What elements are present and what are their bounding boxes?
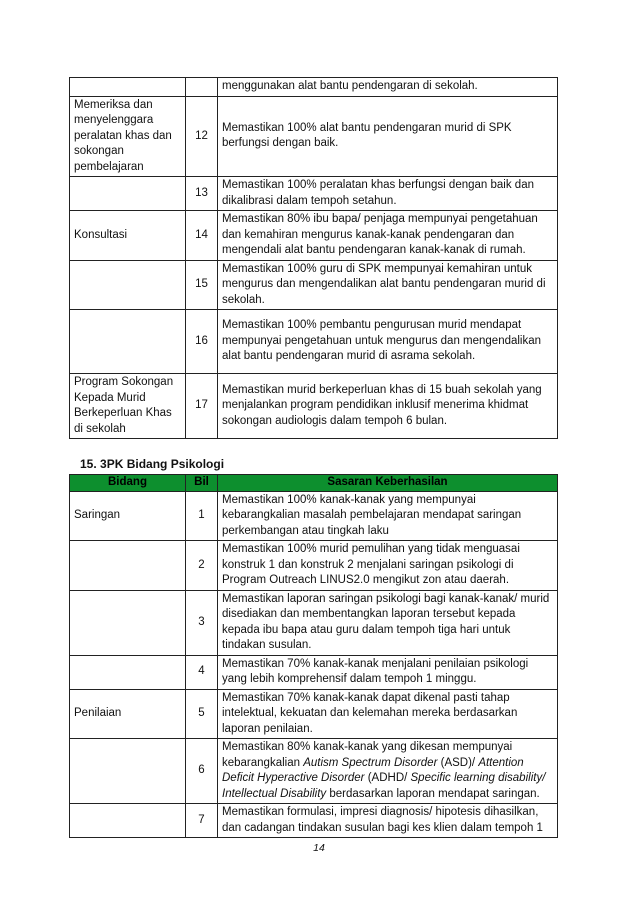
header-bidang: Bidang (70, 475, 186, 492)
sasaran-cell: Memastikan 100% murid pemulihan yang tidak menguasai konstruk 1 dan konstruk 2 menjalani saringan psikologi di Program Outreach LINUS2.0 mengikut zon atau daerah. (218, 541, 558, 591)
sasaran-cell: Memastikan 100% guru di SPK mempunyai kemahiran untuk mengurus dan mengendalikan alat bantu pendengaran murid di sekolah. (218, 260, 558, 310)
sasaran-cell: Memastikan formulasi, impresi diagnosis/ hipotesis dihasilkan, dan cadangan tindakan susulan bagi kes klien dalam tempoh 1 (218, 804, 558, 838)
sasaran-cell: Memastikan 100% peralatan khas berfungsi dengan baik dan dikalibrasi dalam tempoh setahun. (218, 177, 558, 211)
bidang-cell: Penilaian (70, 689, 186, 739)
sasaran-cell: Memastikan laporan saringan psikologi bagi kanak-kanak/ murid disediakan dan membentangkan laporan tersebut kepada kepada ibu bapa atau guru dalam tempoh tiga hari untuk tindakan susulan. (218, 590, 558, 655)
bidang-cell (70, 310, 186, 374)
sasaran-cell (218, 739, 558, 804)
header-sasaran: Sasaran Keberhasilan (218, 475, 558, 492)
page-number: 14 (313, 842, 325, 854)
sasaran-cell: Memastikan 100% kanak-kanak yang mempunyai kebarangkalian masalah pembelajaran mendapat saringan perkembangan atau tingkah laku (218, 491, 558, 541)
bil-cell: 14 (186, 211, 218, 261)
psychology-targets-table (69, 474, 558, 838)
bidang-cell (70, 590, 186, 655)
bil-cell: 2 (186, 541, 218, 591)
bil-cell: 12 (186, 96, 218, 177)
bidang-cell (70, 739, 186, 804)
table-row (70, 211, 558, 261)
bil-cell: 13 (186, 177, 218, 211)
bil-cell: 4 (186, 655, 218, 689)
sasaran-cell: Memastikan 70% kanak-kanak dapat dikenal pasti tahap intelektual, kekuatan dan kelemahan mereka berdasarkan laporan penilaian. (218, 689, 558, 739)
table-row (70, 541, 558, 591)
sasaran-text: Memastikan 80% kanak-kanak yang dikesan mempunyai kebarangkalian (222, 741, 513, 769)
bidang-cell (70, 804, 186, 838)
bil-cell: 5 (186, 689, 218, 739)
sasaran-text: (ADHD/ (364, 772, 411, 784)
bil-cell: 7 (186, 804, 218, 838)
bil-cell: 1 (186, 491, 218, 541)
bil-cell (186, 78, 218, 97)
sasaran-cell: Memastikan murid berkeperluan khas di 15 buah sekolah yang menjalankan program pendidikan inklusif menerima khidmat sokongan audiologis dalam tempoh 6 bulan. (218, 374, 558, 439)
sasaran-term-sld: Specific learning disability/ Intellectual Disability (222, 772, 546, 800)
table-row (70, 491, 558, 541)
bil-cell: 16 (186, 310, 218, 374)
bidang-cell (70, 177, 186, 211)
bidang-cell (70, 655, 186, 689)
bidang-cell: Memeriksa dan menyelenggara peralatan khas dan sokongan pembelajaran (70, 96, 186, 177)
bidang-cell: Saringan (70, 491, 186, 541)
bil-cell: 6 (186, 739, 218, 804)
sasaran-cell: Memastikan 80% ibu bapa/ penjaga mempunyai pengetahuan dan kemahiran mengurus kanak-kanak pendengaran dan mengendali alat bantu pendengaran kanak-kanak di rumah. (218, 211, 558, 261)
section-title: 15. 3PK Bidang Psikologi (80, 457, 225, 471)
bidang-cell: Program Sokongan Kepada Murid Berkeperluan Khas di sekolah (70, 374, 186, 439)
table-row (70, 655, 558, 689)
table-row (70, 96, 558, 177)
table-row (70, 689, 558, 739)
table-row (70, 177, 558, 211)
audiology-targets-table (69, 77, 558, 439)
table-row (70, 739, 558, 804)
bidang-cell (70, 260, 186, 310)
bil-cell: 15 (186, 260, 218, 310)
bidang-cell (70, 78, 186, 97)
header-bil: Bil (186, 475, 218, 492)
table-row (70, 804, 558, 838)
sasaran-cell: Memastikan 100% alat bantu pendengaran murid di SPK berfungsi dengan baik. (218, 96, 558, 177)
table-row (70, 590, 558, 655)
sasaran-term-asd: Autism Spectrum Disorder (303, 756, 438, 769)
sasaran-cell: Memastikan 70% kanak-kanak menjalani penilaian psikologi yang lebih komprehensif dalam tempoh 1 minggu. (218, 655, 558, 689)
sasaran-cell: menggunakan alat bantu pendengaran di sekolah. (218, 78, 558, 97)
sasaran-cell: Memastikan 100% pembantu pengurusan murid mendapat mempunyai pengetahuan untuk mengurus dan mengendalikan alat bantu pendengaran murid di asrama sekolah. (218, 310, 558, 374)
table-row (70, 310, 558, 374)
sasaran-term-adhd: Attention Deficit Hyperactive Disorder (222, 756, 524, 784)
bidang-cell: Konsultasi (70, 211, 186, 261)
bil-cell: 17 (186, 374, 218, 439)
table-row (70, 78, 558, 97)
table-row (70, 374, 558, 439)
sasaran-text: berdasarkan laporan mendapat saringan. (326, 787, 540, 800)
bidang-cell (70, 541, 186, 591)
table-header-row (70, 475, 558, 492)
bil-cell: 3 (186, 590, 218, 655)
table-row (70, 260, 558, 310)
sasaran-text: (ASD)/ (437, 756, 479, 769)
